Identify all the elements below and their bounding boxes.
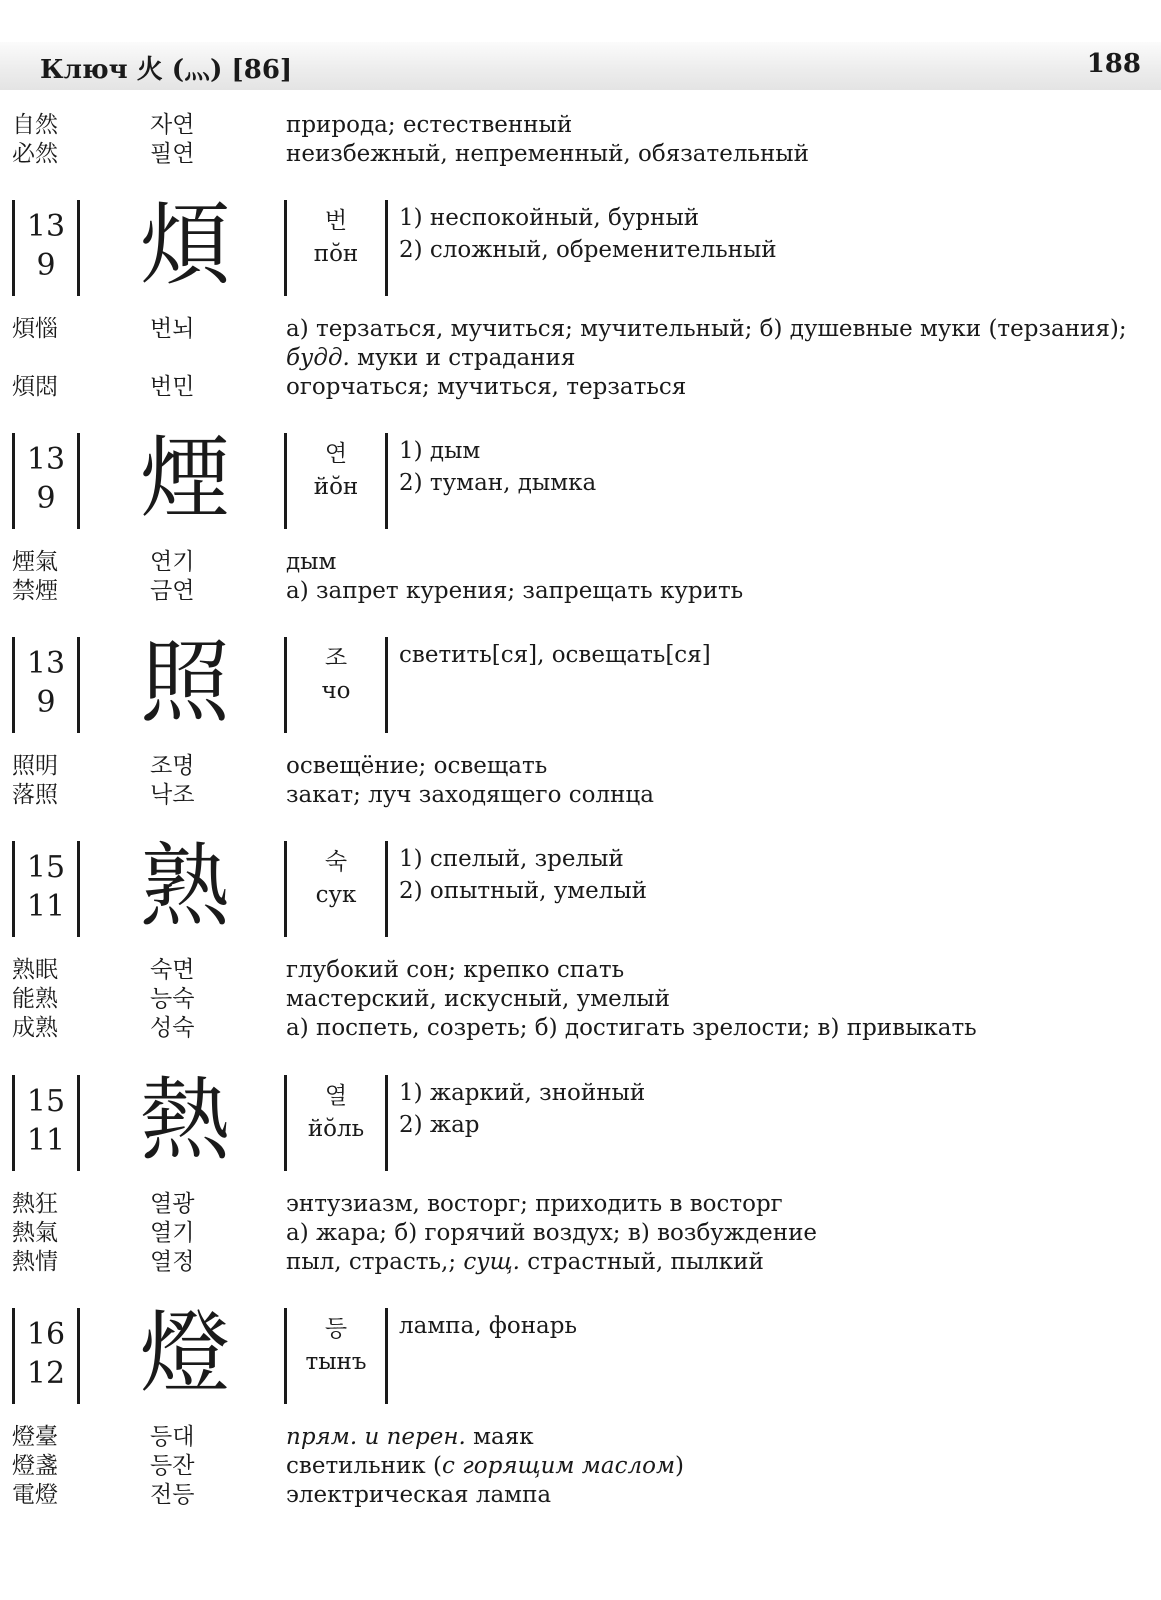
compound-gloss: а) поспеть, созреть; б) достигать зрелости; в) привыкать (286, 1015, 977, 1041)
hangul-reading: 등 (324, 1316, 348, 1342)
compound-gloss: дым (286, 549, 337, 575)
meaning: 2) туман, дымка (399, 470, 597, 496)
compound-hangul: 열광 (150, 1191, 195, 1217)
compound-hangul: 능숙 (150, 986, 195, 1012)
reading-box (284, 841, 388, 937)
russian-reading: йŏль (307, 1116, 365, 1142)
reading-box (284, 200, 388, 296)
usage-label: будд. (286, 345, 350, 371)
compound-hanja: 成熟 (12, 1015, 58, 1041)
meanings (399, 202, 777, 266)
hangul-reading: 조 (324, 645, 348, 671)
extra-strokes: 9 (36, 248, 56, 283)
compound-hanja: 照明 (12, 753, 58, 779)
meanings (399, 843, 647, 907)
compound-hangul: 조명 (150, 753, 195, 779)
compound-gloss (286, 1422, 534, 1452)
russian-reading: сук (315, 882, 357, 908)
page-number: 188 (1086, 49, 1141, 79)
russian-reading: тынъ (305, 1349, 367, 1375)
usage-label: прям. и перен. (286, 1424, 466, 1450)
compound-hanja: 熱氣 (12, 1220, 58, 1246)
compound-gloss: глубокий сон; крепко спать (286, 957, 625, 983)
compound-gloss (286, 1451, 684, 1481)
hangul-reading: 열 (324, 1083, 348, 1109)
compound-hanja: 電燈 (12, 1482, 58, 1508)
hangul-reading: 숙 (324, 849, 348, 875)
compound-hangul: 자연 (150, 112, 195, 138)
compound-hanja: 自然 (12, 112, 58, 138)
compound-hanja: 煙氣 (12, 549, 58, 575)
compound-hangul: 열정 (150, 1249, 195, 1275)
gloss-text: светильник ( (286, 1453, 442, 1479)
reading-box (284, 433, 388, 529)
compound-hangul: 연기 (150, 549, 195, 575)
compound-hangul: 낙조 (150, 782, 195, 808)
character-entry (0, 1068, 1161, 1173)
headword-character: 熟 (140, 834, 230, 939)
running-head: Ключ 火 (灬) [86] (40, 55, 293, 85)
compound-gloss (286, 1247, 764, 1277)
stroke-count-box (12, 1308, 80, 1404)
gloss-text: пыл, страсть,; (286, 1249, 464, 1275)
compound-gloss (286, 343, 575, 373)
compound-hangul: 번민 (150, 374, 195, 400)
gloss-text: муки и страдания (349, 345, 576, 371)
meaning: 1) дым (399, 438, 481, 464)
reading-box (284, 637, 388, 733)
compound-hangul: 금연 (150, 578, 195, 604)
compound-gloss: электрическая лампа (286, 1482, 552, 1508)
extra-strokes: 11 (26, 1123, 66, 1158)
stroke-count-box (12, 841, 80, 937)
character-entry (0, 630, 1161, 735)
usage-label: сущ. (463, 1249, 520, 1275)
compound-gloss: закат; луч заходящего солнца (286, 782, 654, 808)
russian-reading: пŏн (313, 241, 359, 267)
compound-hangul: 등잔 (150, 1453, 195, 1479)
total-strokes: 13 (26, 646, 66, 681)
hangul-reading: 연 (324, 441, 348, 467)
gloss-text: страстный, пылкий (519, 1249, 764, 1275)
compound-hanja: 熱情 (12, 1249, 58, 1275)
meanings (399, 639, 711, 671)
stroke-count-box (12, 433, 80, 529)
total-strokes: 13 (26, 209, 66, 244)
meaning: 2) опытный, умелый (399, 878, 647, 904)
compound-gloss: огорчаться; мучиться, терзаться (286, 374, 687, 400)
compound-hanja: 必然 (12, 141, 58, 167)
compound-hanja: 落照 (12, 782, 58, 808)
russian-reading: йŏн (313, 474, 359, 500)
compound-hanja: 燈盞 (12, 1453, 58, 1479)
character-entry (0, 193, 1161, 298)
reading-box (284, 1308, 388, 1404)
reading-box (284, 1075, 388, 1171)
extra-strokes: 9 (36, 685, 56, 720)
stroke-count-box (12, 637, 80, 733)
total-strokes: 15 (26, 1084, 66, 1119)
headword-character: 煩 (140, 193, 230, 298)
meaning: 1) жаркий, знойный (399, 1080, 646, 1106)
extra-strokes: 12 (26, 1356, 66, 1391)
usage-label: с горящим маслом (441, 1453, 676, 1479)
compound-hangul: 필연 (150, 141, 195, 167)
meaning: 1) неспокойный, бурный (399, 205, 700, 231)
compound-gloss: а) запрет курения; запрещать курить (286, 578, 744, 604)
stroke-count-box (12, 200, 80, 296)
compound-hanja: 煩悶 (12, 374, 58, 400)
compound-gloss: энтузиазм, восторг; приходить в восторг (286, 1191, 783, 1217)
compound-hanja: 熟眠 (12, 957, 58, 983)
headword-character: 燈 (140, 1301, 230, 1406)
compound-hanja: 燈臺 (12, 1424, 58, 1450)
meanings (399, 1077, 645, 1141)
compound-hanja: 煩惱 (12, 316, 58, 342)
character-entry (0, 426, 1161, 531)
gloss-text: ) (675, 1453, 684, 1479)
compound-hanja: 能熟 (12, 986, 58, 1012)
compound-gloss: а) терзаться, мучиться; мучительный; б) душевные муки (терзания); (286, 316, 1127, 342)
compound-gloss: мастерский, искусный, умелый (286, 986, 670, 1012)
hangul-reading: 번 (324, 208, 348, 234)
compound-hangul: 성숙 (150, 1015, 195, 1041)
extra-strokes: 11 (26, 889, 66, 924)
compound-gloss: освещёние; освещать (286, 753, 548, 779)
compound-hangul: 전등 (150, 1482, 195, 1508)
meanings (399, 1310, 577, 1342)
extra-strokes: 9 (36, 481, 56, 516)
headword-character: 煙 (140, 426, 230, 531)
compound-hangul: 번뇌 (150, 316, 195, 342)
compound-hangul: 등대 (150, 1424, 195, 1450)
meaning: 1) спелый, зрелый (399, 846, 624, 872)
compound-hangul: 숙면 (150, 957, 195, 983)
meaning: светить[ся], освещать[ся] (399, 642, 711, 668)
stroke-count-box (12, 1075, 80, 1171)
total-strokes: 13 (26, 442, 66, 477)
compound-gloss: природа; естественный (286, 112, 573, 138)
compound-gloss: неизбежный, непременный, обязательный (286, 141, 809, 167)
compound-gloss: а) жара; б) горячий воздух; в) возбуждение (286, 1220, 818, 1246)
gloss-text: маяк (465, 1424, 534, 1450)
meaning: 2) жар (399, 1112, 480, 1138)
meanings (399, 435, 596, 499)
total-strokes: 15 (26, 850, 66, 885)
character-entry (0, 834, 1161, 939)
compound-hangul: 열기 (150, 1220, 195, 1246)
meaning: лампа, фонарь (399, 1313, 578, 1339)
headword-character: 照 (140, 630, 230, 735)
total-strokes: 16 (26, 1317, 66, 1352)
compound-hanja: 熱狂 (12, 1191, 58, 1217)
headword-character: 熱 (140, 1068, 230, 1173)
character-entry (0, 1301, 1161, 1406)
compound-hanja: 禁煙 (12, 578, 58, 604)
meaning: 2) сложный, обременительный (399, 237, 777, 263)
russian-reading: чо (321, 678, 351, 704)
